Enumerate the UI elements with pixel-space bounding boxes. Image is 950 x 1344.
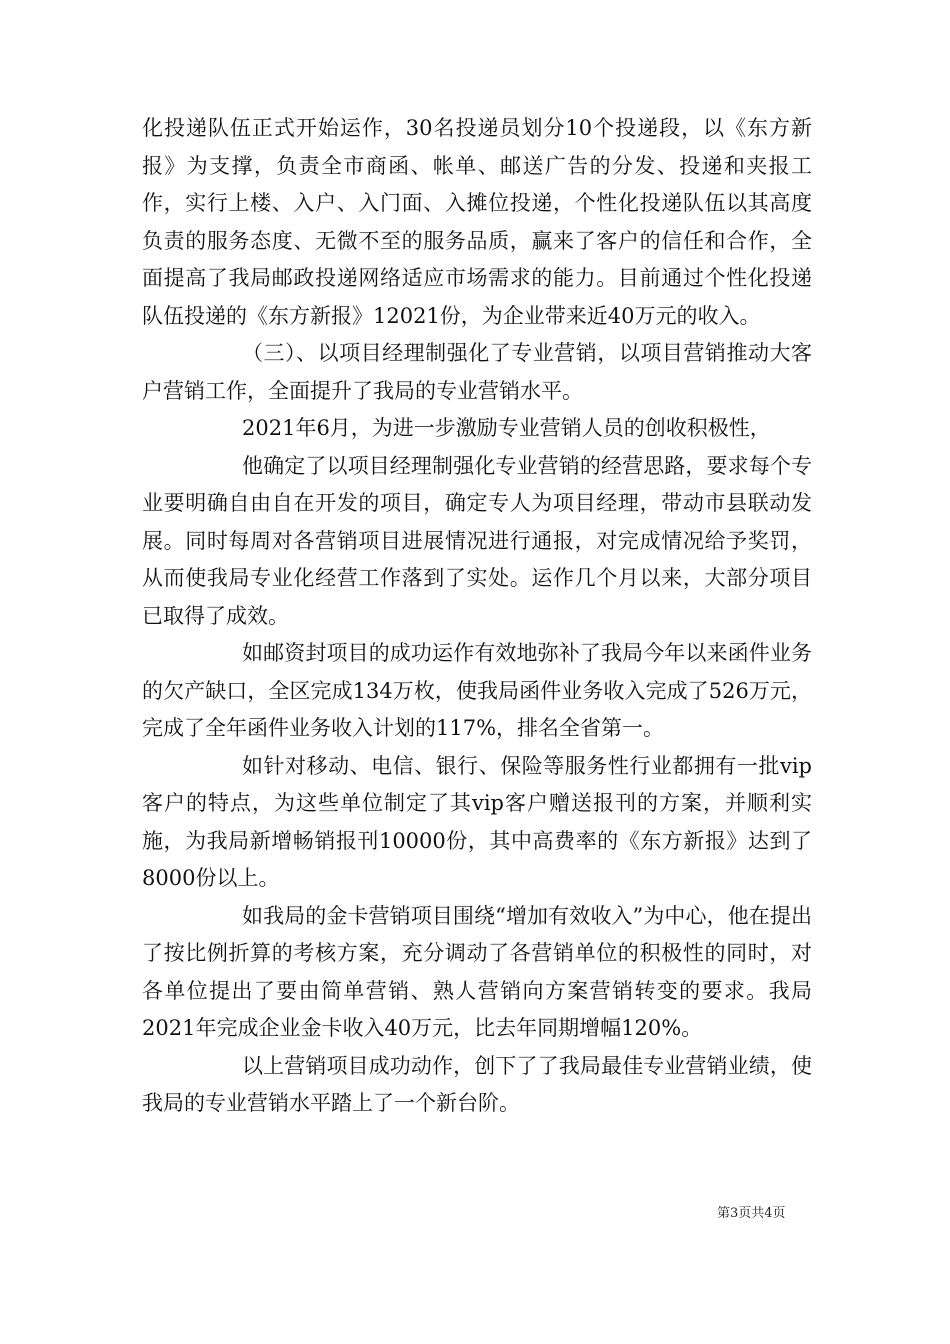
paragraph-5: 如邮资封项目的成功运作有效地弥补了我局今年以来函件业务的欠产缺口，全区完成134万枚，使我局函件业务收入完成了526万元，完成了全年函件业务收入计划的117%，排名全省第一。: [142, 641, 812, 740]
paragraph-6: 如针对移动、电信、银行、保险等服务性行业都拥有一批vip客户的特点，为这些单位制定了其vip客户赠送报刊的方案，并顺利实施，为我局新增畅销报刊10000份，其中高费率的《东方新报》达到了8000份以上。: [142, 753, 812, 890]
paragraph-8: 以上营销项目成功动作，创下了了我局最佳专业营销业绩，使我局的专业营销水平踏上了一个新台阶。: [142, 1053, 812, 1115]
page-number: 第3页共4页: [717, 1206, 786, 1221]
paragraph-2: （三）、以项目经理制强化了专业营销，以项目营销推动大客户营销工作，全面提升了我局的专业营销水平。: [142, 341, 812, 403]
paragraph-4: 他确定了以项目经理制强化专业营销的经营思路，要求每个专业要明确自由自在开发的项目，确定专人为项目经理，带动市县联动发展。同时每周对各营销项目进展情况进行通报，对完成情况给予奖罚，从而使我局专业化经营工作落到了实处。运作几个月以来，大部分项目已取得了成效。: [142, 453, 812, 628]
paragraph-7: 如我局的金卡营销项目围绕“增加有效收入”为中心，他在提出了按比例折算的考核方案，充分调动了各营销单位的积极性的同时，对各单位提出了要由简单营销、熟人营销向方案营销转变的要求。我局2021年完成企业金卡收入40万元，比去年同期增幅120%。: [142, 903, 812, 1040]
paragraph-3: 2021年6月，为进一步激励专业营销人员的创收积极性，: [242, 416, 771, 440]
document-body: [142, 110, 812, 1123]
paragraph-1: 化投递队伍正式开始运作，30名投递员划分10个投递段，以《东方新报》为支撑，负责全市商函、帐单、邮送广告的分发、投递和夹报工作，实行上楼、入户、入门面、入摊位投递，个性化投递队伍以其高度负责的服务态度、无微不至的服务品质，赢来了客户的信任和合作，全面提高了我局邮政投递网络适应市场需求的能力。目前通过个性化投递队伍投递的《东方新报》12021份，为企业带来近40万元的收入。: [142, 116, 812, 328]
